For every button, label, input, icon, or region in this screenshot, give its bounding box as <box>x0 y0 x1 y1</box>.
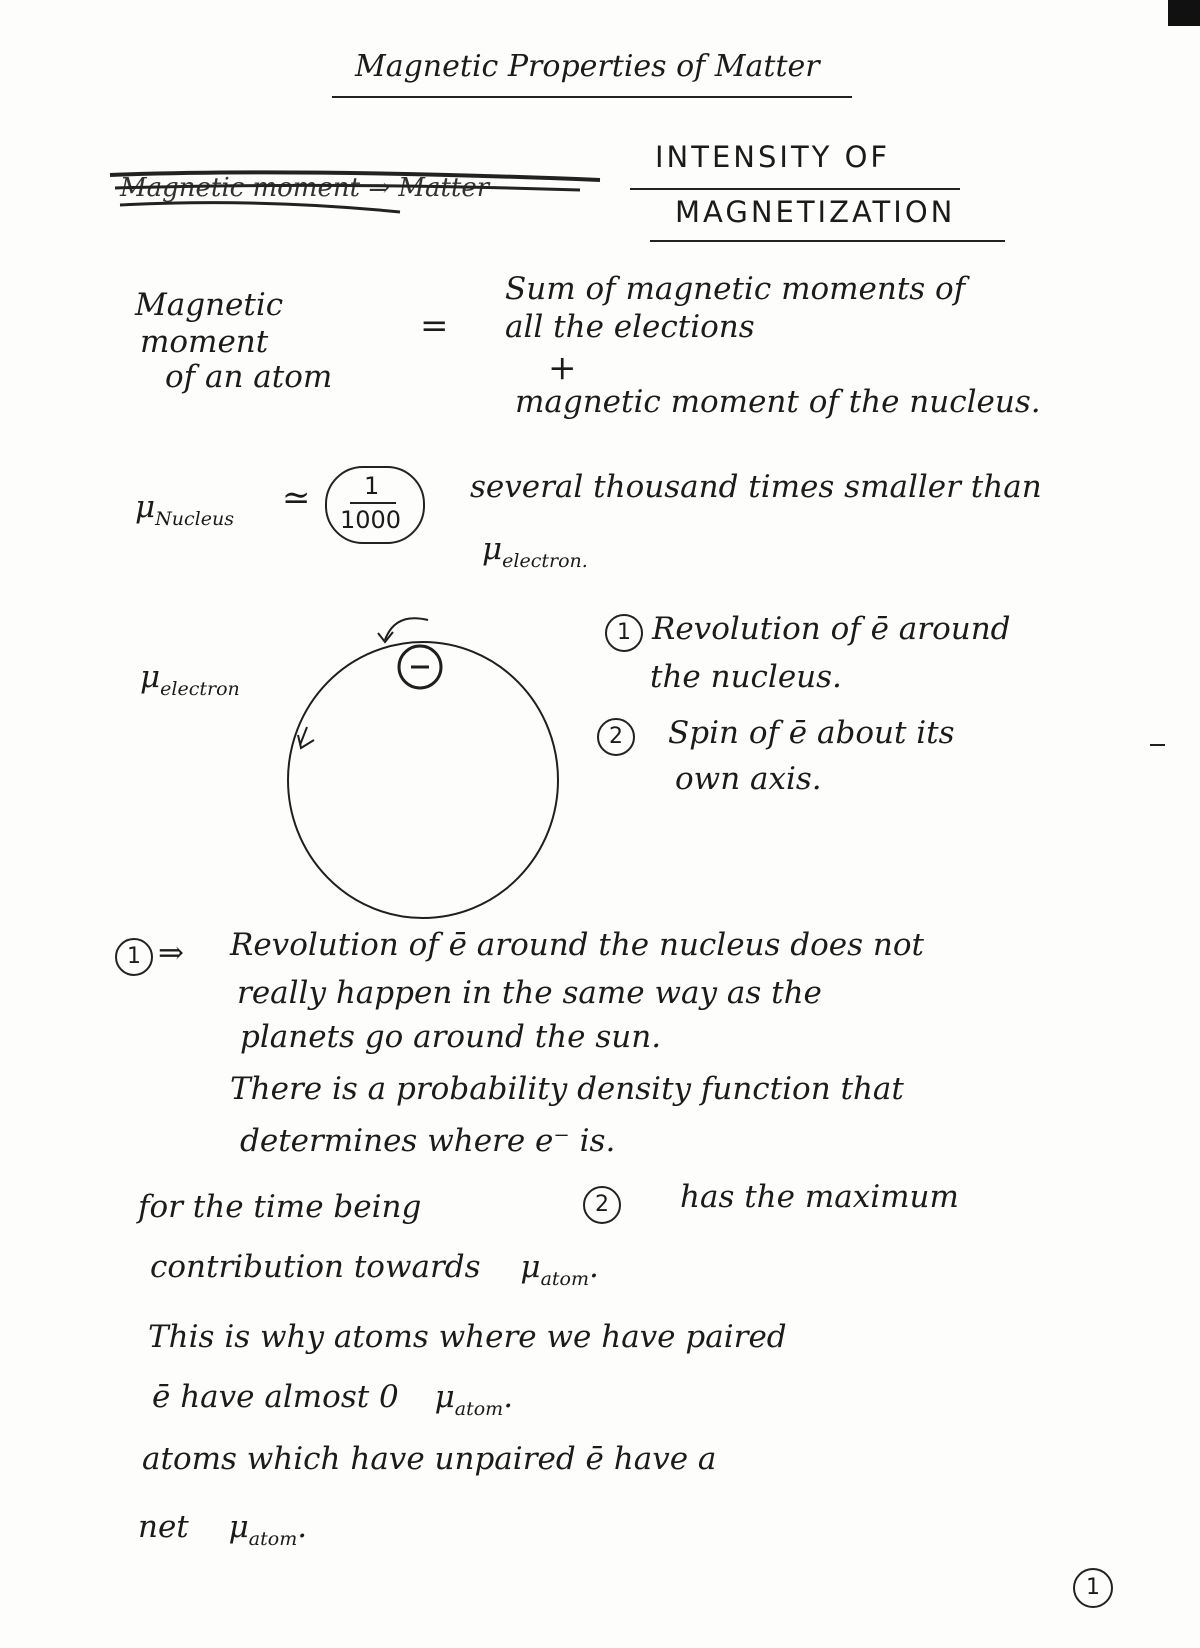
note2-mu-symbol: μ <box>520 1249 541 1285</box>
note3-mu-symbol: μ <box>434 1379 455 1415</box>
item2-line1: Spin of ē about its <box>668 715 955 751</box>
strike-line-1 <box>110 172 600 180</box>
def-rhs-line1: Sum of magnetic moments of <box>505 271 966 307</box>
def-rhs-line2: all the elections <box>505 309 755 345</box>
note4-line2-text: net <box>138 1509 189 1545</box>
note3-mu-subscript: atom <box>454 1398 504 1420</box>
comparison-text: several thousand times smaller than <box>470 469 1042 505</box>
item1-number: 1 <box>605 614 643 652</box>
note1-line2: really happen in the same way as the <box>237 975 822 1011</box>
note4-mu-symbol: μ <box>228 1509 249 1545</box>
mu-electron-symbol: μ <box>482 531 503 567</box>
item2-line2: own axis. <box>675 761 822 797</box>
note2-number: 2 <box>583 1186 621 1224</box>
note2-line2 <box>150 1250 599 1290</box>
note3-line2-text: ē have almost 0 <box>152 1379 399 1415</box>
page-number: 1 <box>1073 1568 1113 1608</box>
note1-line4: There is a probability density function that <box>230 1071 904 1107</box>
spin-arrow <box>385 618 428 640</box>
struck-out-text: Magnetic moment ⇒ Matter <box>120 173 490 203</box>
def-lhs-line2: moment <box>140 324 269 360</box>
fraction-denominator: 1000 <box>340 506 402 534</box>
strike-line-2 <box>115 185 580 190</box>
note4-line2 <box>138 1510 307 1550</box>
item1-line2: the nucleus. <box>650 659 842 695</box>
item1-line1: Revolution of ē around <box>652 611 1011 647</box>
note2-line2-end: . <box>589 1249 599 1285</box>
def-rhs-line3: magnetic moment of the nucleus. <box>515 384 1041 420</box>
orbit-arrow-tail <box>300 727 307 745</box>
def-lhs-line1: Magnetic <box>135 287 284 323</box>
def-plus: + <box>548 348 577 388</box>
note3-line2 <box>152 1380 513 1420</box>
heading-line1: INTENSITY OF <box>655 140 891 174</box>
note1-line1: Revolution of ē around the nucleus does not <box>230 927 924 963</box>
note3-line1: This is why atoms where we have paired <box>148 1319 787 1355</box>
def-lhs-line3: of an atom <box>165 359 333 395</box>
note2-line1b: has the maximum <box>680 1179 959 1215</box>
note4-line2-end: . <box>297 1509 308 1545</box>
page-title: Magnetic Properties of Matter <box>355 49 820 84</box>
note3-line2-end: . <box>503 1379 514 1415</box>
item2-number: 2 <box>597 718 635 756</box>
mu-electron-label-symbol: μ <box>140 659 161 695</box>
note1-number: 1 <box>115 938 153 976</box>
heading-line2: MAGNETIZATION <box>675 195 956 229</box>
def-equals: = <box>420 306 449 346</box>
note1-arrow: ⇒ <box>158 935 184 971</box>
mu-nucleus-subscript: Nucleus <box>155 508 234 530</box>
mu-electron-label-subscript: electron <box>160 678 240 700</box>
mu-electron-subscript: electron. <box>502 550 588 572</box>
mu-nucleus-symbol: μ <box>135 489 156 525</box>
strike-line-3 <box>120 203 400 212</box>
note2-mu-subscript: atom <box>540 1268 589 1290</box>
note2-line1a: for the time being <box>138 1189 422 1225</box>
note1-line5: determines where e⁻ is. <box>240 1123 616 1159</box>
note2-line2-text: contribution towards <box>150 1249 481 1285</box>
note1-line3: planets go around the sun. <box>240 1019 662 1055</box>
fraction-numerator: 1 <box>364 472 380 500</box>
note4-line1: atoms which have unpaired ē have a <box>142 1441 717 1477</box>
note4-mu-subscript: atom <box>248 1528 298 1550</box>
approx-sign: ≃ <box>282 478 311 518</box>
